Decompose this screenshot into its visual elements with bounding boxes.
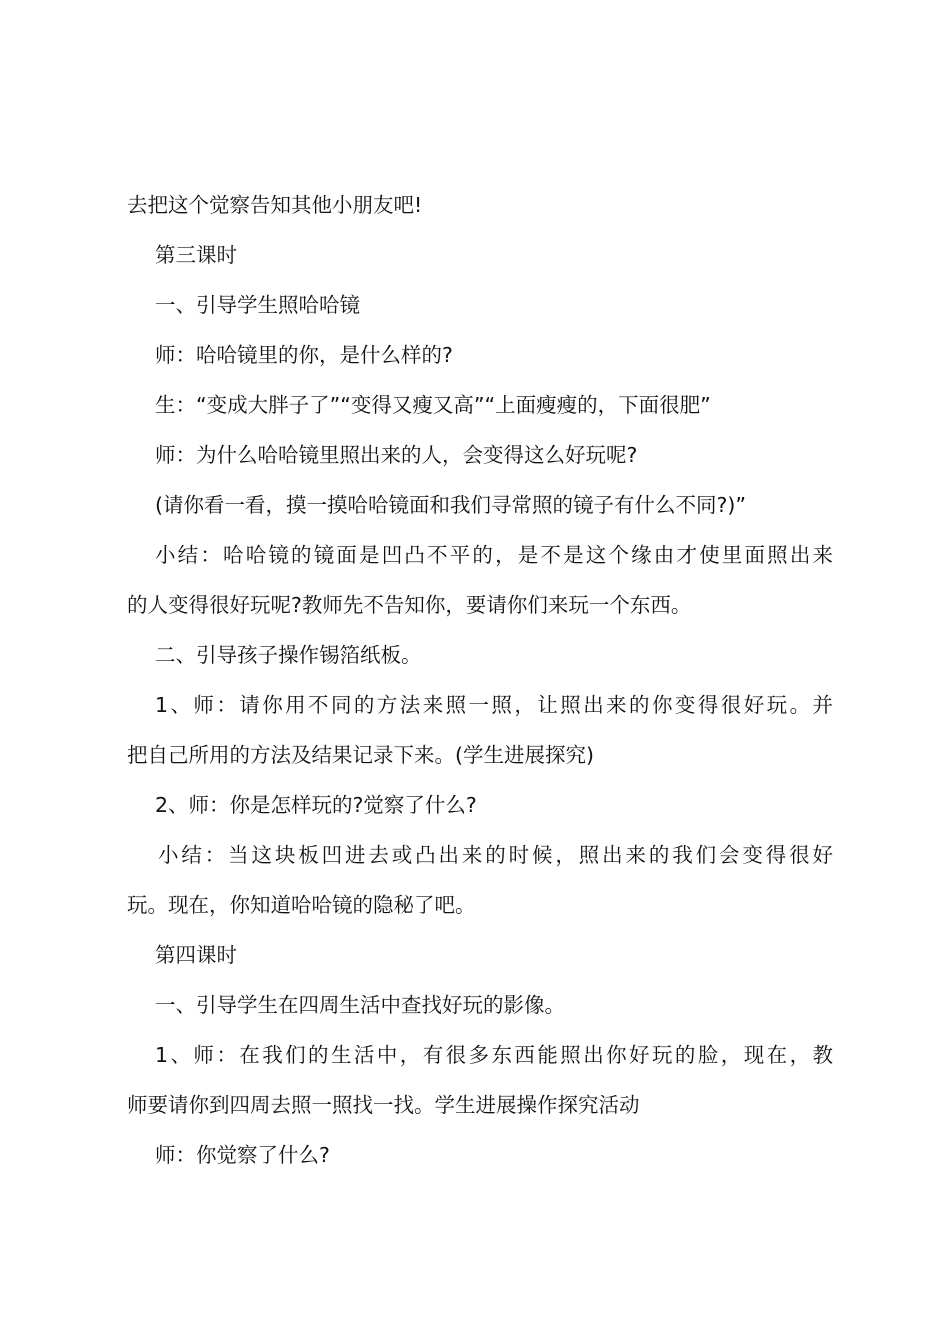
paragraph-line: 小结：当这块板凹进去或凸出来的时候，照出来的我们会变得很好 — [158, 843, 833, 867]
paragraph-line: 师：你觉察了什么? — [155, 1143, 330, 1167]
subheading: 一、引导学生照哈哈镜 — [155, 293, 360, 317]
paragraph-line: 1、师：在我们的生活中，有很多东西能照出你好玩的脸，现在，教 — [155, 1043, 833, 1067]
paragraph-line: 小结：哈哈镜的镜面是凹凸不平的，是不是这个缘由才使里面照出来 — [155, 543, 833, 567]
section-heading-lesson-3: 第三课时 — [155, 243, 237, 267]
paragraph-line: 1、师：请你用不同的方法来照一照，让照出来的你变得很好玩。并 — [155, 693, 833, 717]
subheading: 一、引导学生在四周生活中查找好玩的影像。 — [155, 993, 565, 1017]
subheading: 二、引导孩子操作锡箔纸板。 — [155, 643, 422, 667]
paragraph-line: 师：为什么哈哈镜里照出来的人，会变得这么好玩呢? — [155, 443, 638, 467]
paragraph-line: 的人变得很好玩呢?教师先不告知你，要请你们来玩一个东西。 — [127, 593, 692, 617]
section-heading-lesson-4: 第四课时 — [155, 943, 237, 967]
paragraph-line: 生：“变成大胖子了”“变得又瘦又高”“上面瘦瘦的，下面很肥” — [155, 393, 711, 417]
paragraph-line: 玩。现在，你知道哈哈镜的隐秘了吧。 — [127, 893, 476, 917]
paragraph-line: 师：哈哈镜里的你，是什么样的? — [155, 343, 453, 367]
paragraph-line: 2、师：你是怎样玩的?觉察了什么? — [155, 793, 477, 817]
paragraph-line: 把自己所用的方法及结果记录下来。(学生进展探究) — [127, 743, 594, 767]
document-body — [127, 180, 833, 1180]
paragraph-line: 师要请你到四周去照一照找一找。学生进展操作探究活动 — [127, 1093, 640, 1117]
paragraph-line: (请你看一看，摸一摸哈哈镜面和我们寻常照的镜子有什么不同?)” — [155, 493, 746, 517]
paragraph-line: 去把这个觉察告知其他小朋友吧! — [127, 193, 423, 217]
